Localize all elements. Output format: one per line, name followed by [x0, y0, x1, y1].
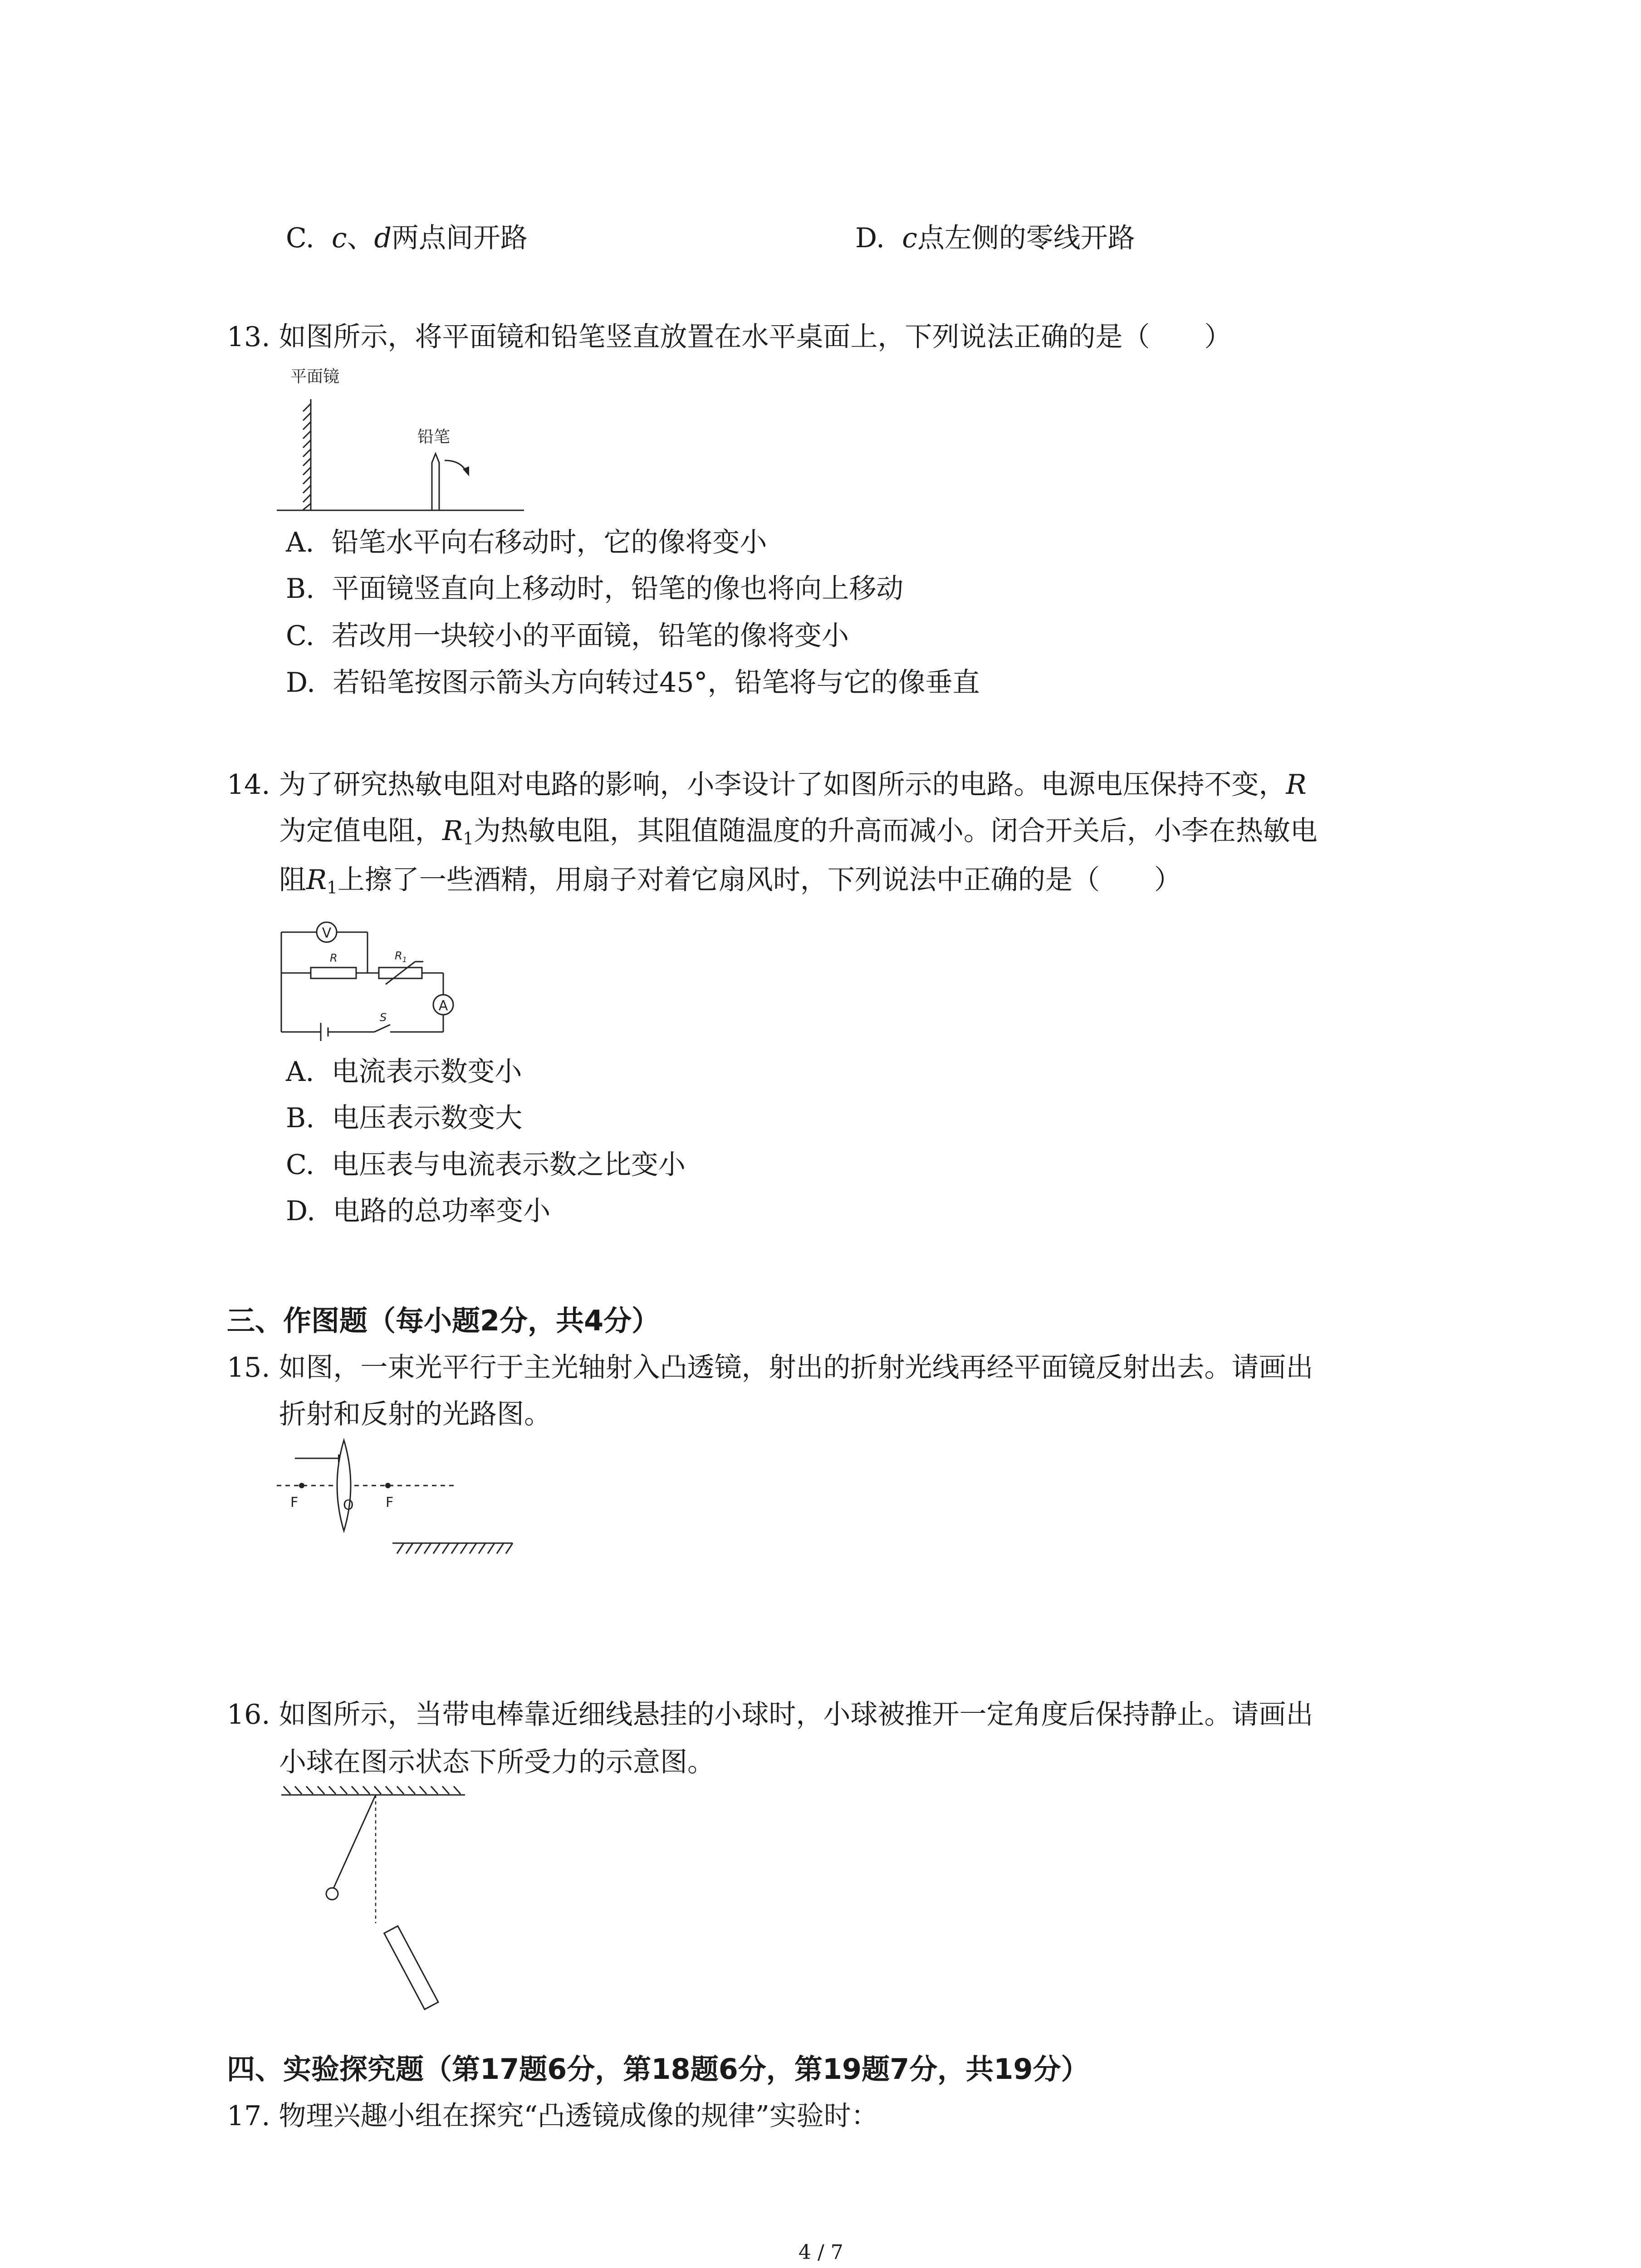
ceiling	[281, 1786, 465, 1795]
q16-stem-line1: 16. 如图所示，当带电棒靠近细线悬挂的小球时，小球被推开一定角度后保持静止。请画出	[227, 1699, 1313, 1730]
svg-text:V: V	[322, 925, 332, 941]
focus-right-point	[385, 1483, 391, 1488]
q15-stem-line1: 15. 如图，一束光平行于主光轴射入凸透镜，射出的折射光线再经平面镜反射出去。请画出	[227, 1352, 1313, 1383]
mirror-label: 平面镜	[290, 367, 340, 386]
q14-option-a: A. 电流表示数变小	[286, 1056, 522, 1088]
suspension-thread	[333, 1795, 376, 1888]
pencil-icon	[432, 454, 439, 510]
svg-text:S: S	[380, 1011, 387, 1024]
fixed-resistor	[311, 968, 356, 978]
plane-mirror	[392, 1543, 513, 1554]
small-ball	[326, 1888, 338, 1900]
q13-option-d: D. 若铅笔按图示箭头方向转过45°，铅笔将与它的像垂直	[286, 667, 980, 699]
q16-pendulum-figure	[279, 1785, 470, 2030]
q13-option-a: A. 铅笔水平向右移动时，它的像将变小	[286, 527, 767, 558]
q16-stem-line2: 小球在图示状态下所受力的示意图。	[279, 1746, 715, 1778]
q13-figure	[277, 363, 531, 517]
charged-rod	[384, 1926, 438, 2009]
q14-option-c: C. 电压表与电流表示数之比变小	[286, 1149, 686, 1181]
mirror-surface	[303, 399, 311, 510]
q14-option-b: B. 电压表示数变大	[286, 1102, 523, 1134]
page-number: 4 / 7	[798, 2241, 843, 2264]
svg-text:F: F	[290, 1495, 299, 1510]
q14-stem-line3: 阻$R_1$上擦了一些酒精，用扇子对着它扇风时，下列说法中正确的是（ ）	[279, 864, 1181, 898]
svg-text:R: R	[330, 952, 338, 964]
q14-stem-line2: 为定值电阻，$R_1$为热敏电阻，其阻值随温度的升高而减小。闭合开关后，小李在热敏电	[279, 815, 1318, 849]
q14-option-d: D. 电路的总功率变小	[286, 1195, 551, 1227]
q13-option-c: C. 若改用一块较小的平面镜，铅笔的像将变小	[286, 620, 849, 652]
svg-text:O: O	[343, 1497, 354, 1513]
q17-stem: 17. 物理兴趣小组在探究“凸透镜成像的规律”实验时：	[227, 2100, 878, 2132]
q12-option-c: C. c、d两点间开路	[286, 222, 528, 254]
q12-option-d: D. c点左侧的零线开路	[855, 222, 1135, 254]
q13-option-b: B. 平面镜竖直向上移动时，铅笔的像也将向上移动	[286, 573, 904, 605]
svg-text:A: A	[438, 998, 448, 1014]
thermistor-label: $R_1$	[395, 949, 407, 964]
q15-lens-figure	[277, 1438, 522, 1569]
pencil-label: 铅笔	[417, 428, 451, 446]
q14-stem-line1: 14. 为了研究热敏电阻对电路的影响，小李设计了如图所示的电路。电源电压保持不变，R	[227, 769, 1307, 801]
focus-left-point	[299, 1483, 304, 1488]
section-3-heading: 三、作图题（每小题2分，共4分）	[227, 1304, 660, 1337]
rotation-arrow-icon	[445, 460, 466, 472]
q13-stem: 13. 如图所示，将平面镜和铅笔竖直放置在水平桌面上，下列说法正确的是（ ）	[227, 321, 1232, 353]
section-4-heading: 四、实验探究题（第17题6分，第18题6分，第19题7分，共19分）	[227, 2053, 1089, 2086]
svg-text:F: F	[386, 1495, 394, 1510]
q14-circuit-figure	[279, 914, 470, 1036]
q15-stem-line2: 折射和反射的光路图。	[279, 1398, 551, 1430]
convex-lens	[337, 1440, 351, 1531]
